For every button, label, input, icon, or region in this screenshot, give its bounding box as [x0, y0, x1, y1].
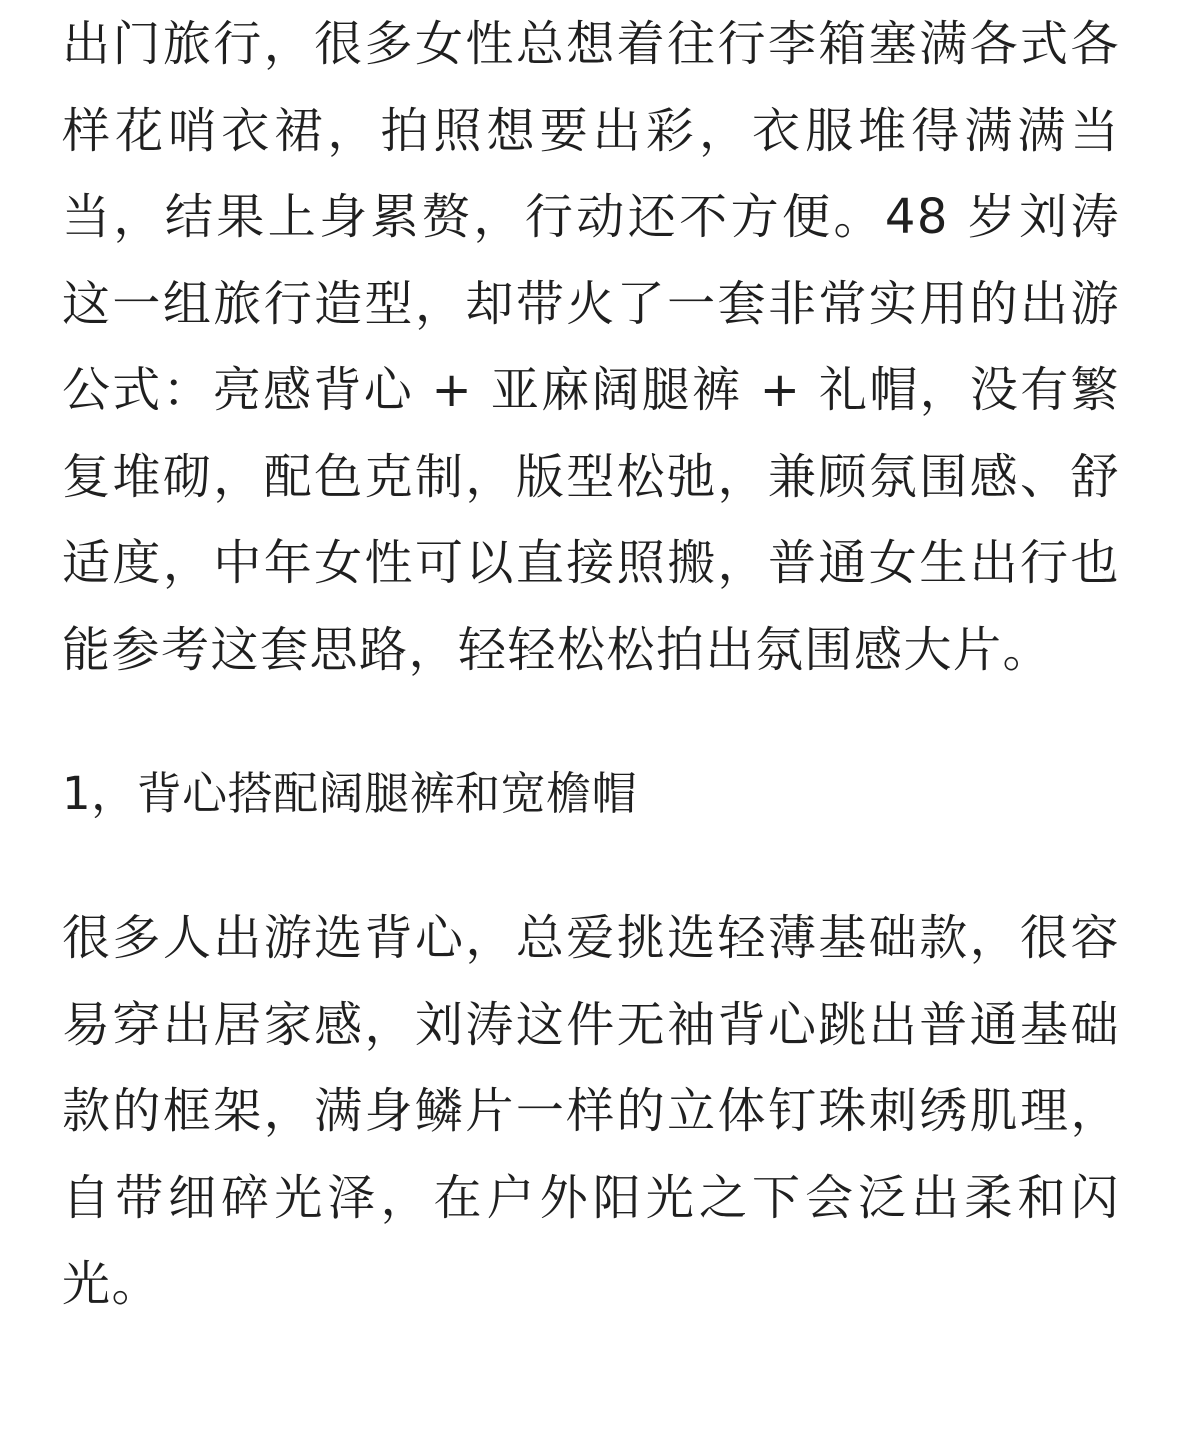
- section-paragraph: 很多人出游选背心，总爱挑选轻薄基础款，很容易穿出居家感，刘涛这件无袖背心跳出普通基础款的框架，满身鳞片一样的立体钉珠刺绣肌理，自带细碎光泽，在户外阳光之下会泛出柔和闪光。: [62, 910, 1120, 1312]
- section-heading: 1，背心搭配阔腿裤和宽檐帽: [62, 767, 638, 820]
- paragraph-spacer: [62, 693, 1120, 751]
- intro-paragraph: 出门旅行，很多女性总想着往行李箱塞满各式各样花哨衣裙，拍照想要出彩，衣服堆得满满当当，结果上身累赘，行动还不方便。48 岁刘涛这一组旅行造型，却带火了一套非常实用的出游公式：亮感背心 + 亚麻阔腿裤 + 礼帽，没有繁复堆砌，配色克制，版型松弛，兼顾氛围感、舒适度，中年女性可以直接照搬，普通女生出行也能参考这套思路，轻轻松松拍出氛围感大片。: [62, 16, 1120, 678]
- paragraph-spacer: [62, 837, 1120, 895]
- article-body: [62, 0, 1120, 1328]
